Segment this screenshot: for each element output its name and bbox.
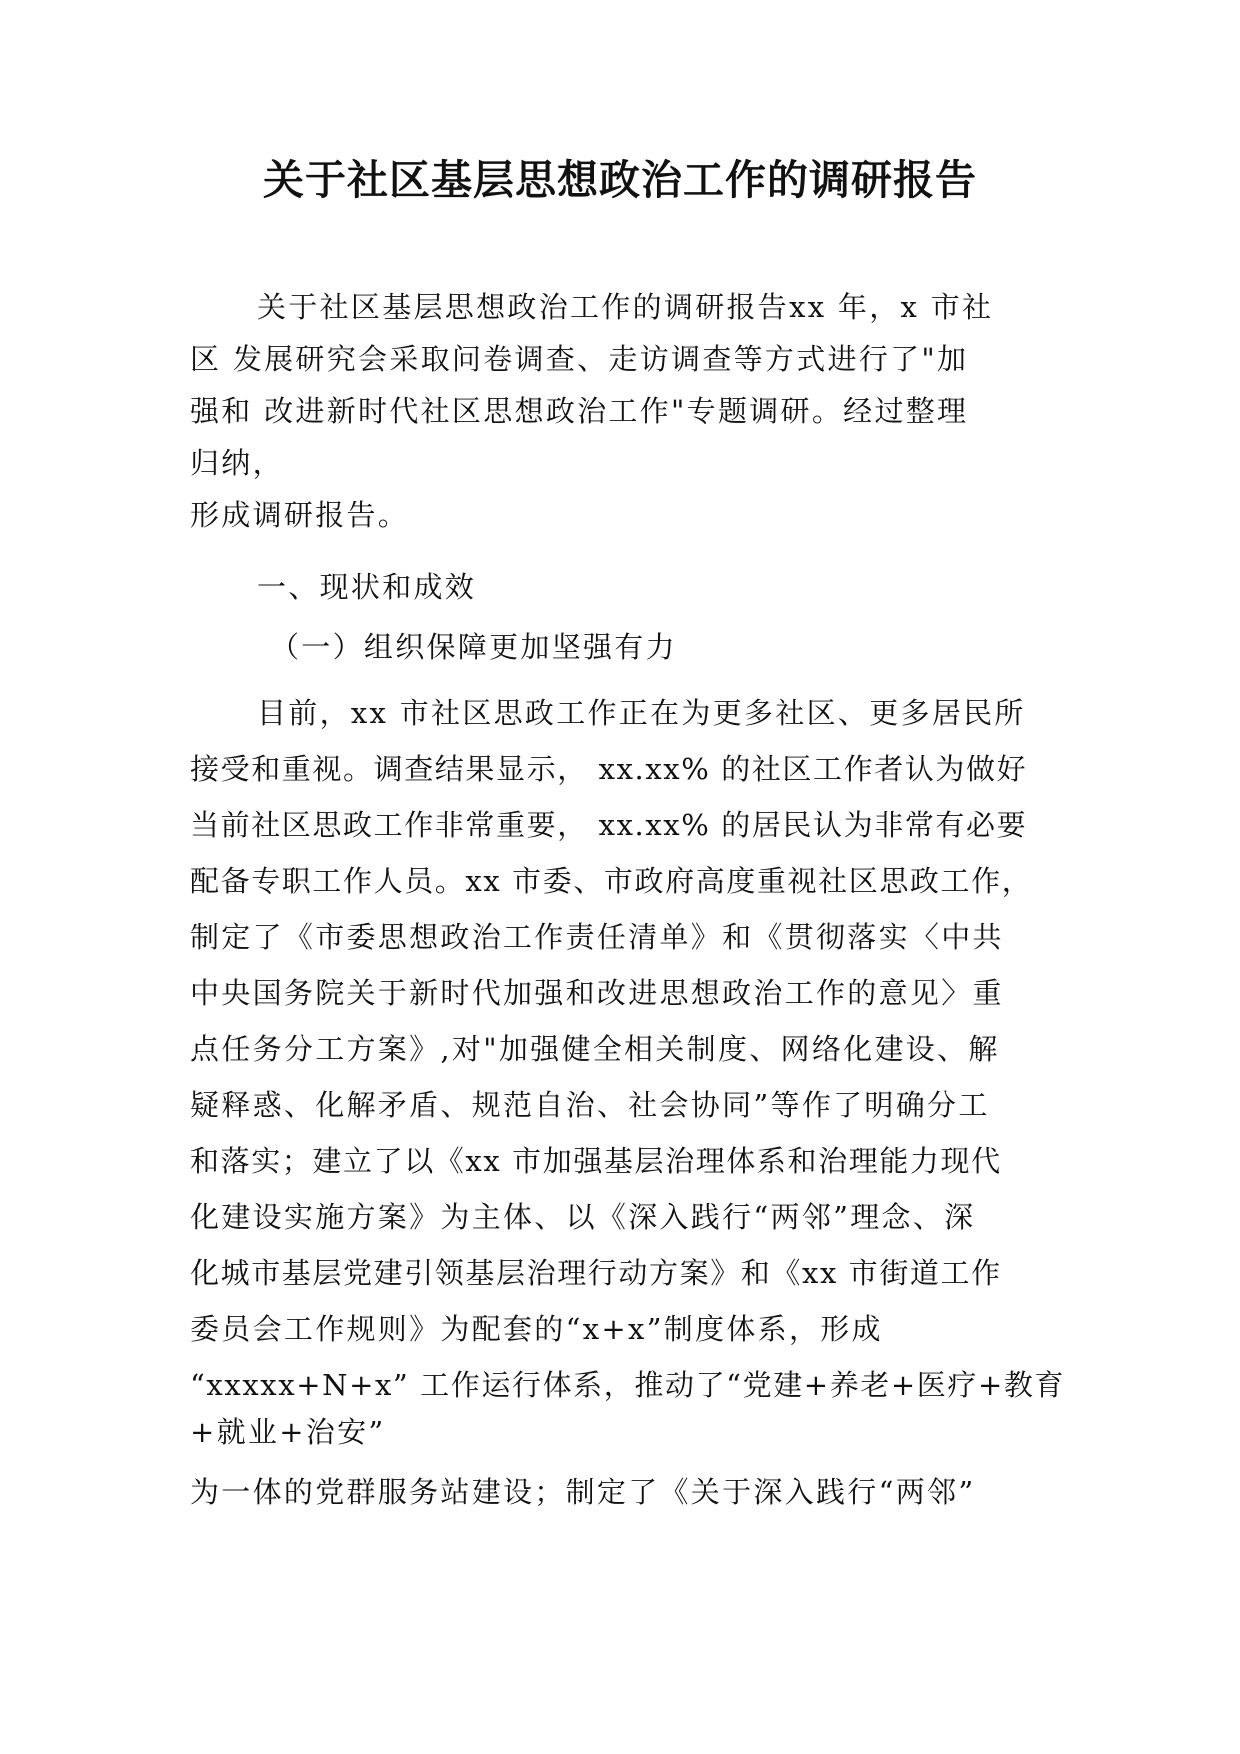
paragraph-line: 区 发展研究会采取问卷调查、走访调查等方式进行了"加	[190, 342, 969, 376]
paragraph-line: 当前社区思政工作非常重要， xx.xx% 的居民认为非常有必要	[190, 808, 1028, 842]
paragraph-line: 关于社区基层思想政治工作的调研报告xx 年，x 市社	[257, 290, 994, 324]
paragraph-line: 中央国务院关于新时代加强和改进思想政治工作的意见〉重	[190, 976, 1004, 1010]
paragraph-line: 形成调研报告。	[190, 498, 410, 532]
document-title: 关于社区基层思想政治工作的调研报告	[263, 156, 977, 204]
subsection-heading: （一）组织保障更加坚强有力	[270, 630, 677, 664]
paragraph-line: 制定了《市委思想政治工作责任清单》和《贯彻落实〈中共	[190, 920, 1004, 954]
section-heading: 一、现状和成效	[257, 570, 477, 604]
paragraph-line: 强和 改进新时代社区思想政治工作"专题调研。经过整理	[190, 394, 969, 428]
paragraph-line: 和落实；建立了以《xx 市加强基层治理体系和治理能力现代	[190, 1144, 1002, 1178]
paragraph-line: 化城市基层党建引领基层治理行动方案》和《xx 市街道工作	[190, 1256, 1002, 1290]
paragraph-line: 疑释惑、化解矛盾、规范自治、社会协同”等作了明确分工	[190, 1088, 990, 1122]
paragraph-line: 接受和重视。调查结果显示， xx.xx% 的社区工作者认为做好	[190, 752, 1028, 786]
paragraph-line: 化建设实施方案》为主体、以《深入践行“两邻”理念、深	[190, 1200, 976, 1234]
paragraph-line: 点任务分工方案》,对"加强健全相关制度、网络化建设、解	[190, 1032, 1000, 1066]
paragraph-line: 归纳，	[190, 446, 284, 480]
paragraph-line: 委员会工作规则》为配套的“x+x”制度体系，形成	[190, 1312, 883, 1346]
paragraph-line: 配备专职工作人员。xx 市委、市政府高度重视社区思政工作，	[190, 864, 1033, 898]
paragraph-line: “xxxxx+N+x” 工作运行体系，推动了“党建+养老+医疗+教育	[190, 1368, 1066, 1402]
paragraph-line: 为一体的党群服务站建设；制定了《关于深入践行“两邻”	[190, 1475, 976, 1509]
paragraph-line: 目前，xx 市社区思政工作正在为更多社区、更多居民所	[257, 696, 1026, 730]
paragraph-line: +就业+治安”	[190, 1415, 386, 1449]
